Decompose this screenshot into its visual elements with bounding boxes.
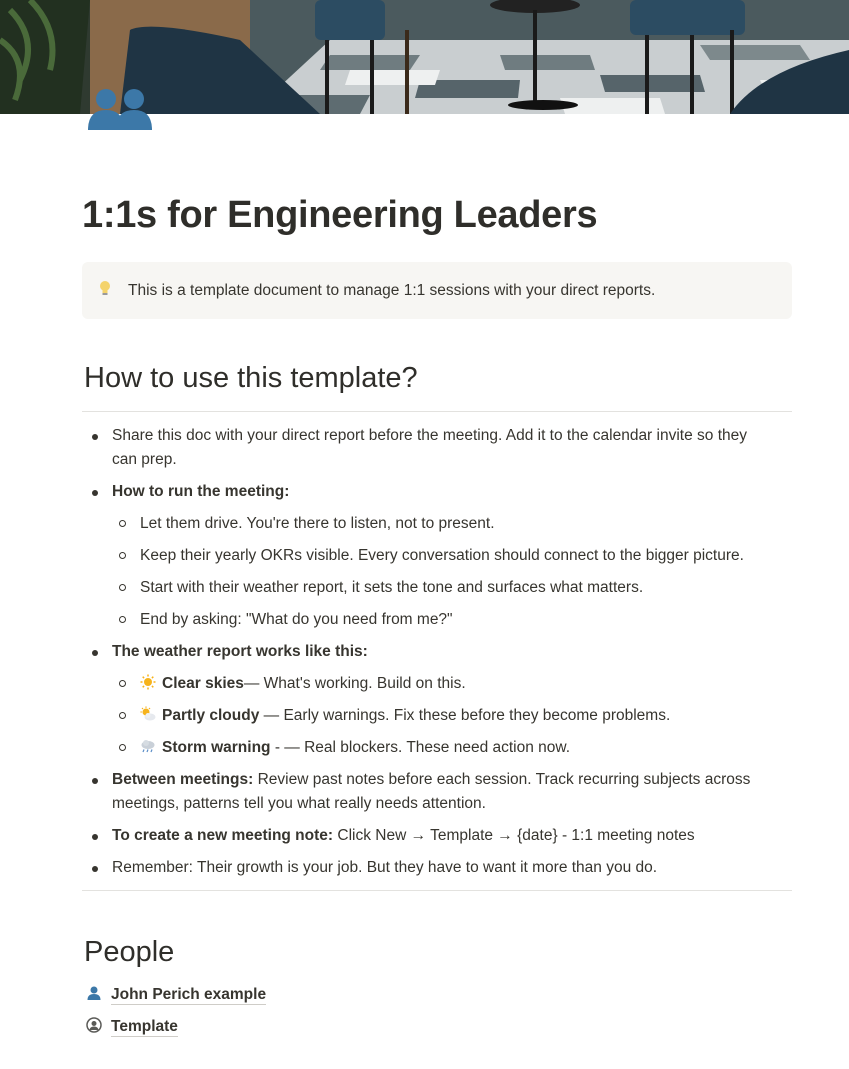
- list-item-between[interactable]: [112, 768, 750, 792]
- list-item-between-cont: meetings, patterns tell you what really needs attention.: [112, 795, 486, 812]
- list-item-bold: Between meetings:: [112, 771, 254, 788]
- list-item-run-meeting[interactable]: How to run the meeting:: [112, 483, 290, 500]
- bullet-dot: [92, 866, 98, 872]
- weather-label: Storm warning: [162, 739, 271, 756]
- weather-label: Clear skies: [162, 675, 244, 692]
- sub-bullet-circle: [119, 616, 126, 623]
- weather-desc: - — Real blockers. These need action now.: [270, 739, 571, 756]
- page-link-label[interactable]: John Perich example: [111, 986, 267, 1003]
- bullet-dot: [92, 434, 98, 440]
- how-to-heading[interactable]: How to use this template?: [84, 362, 418, 394]
- sub-bullet-circle: [119, 584, 126, 591]
- sub-bullet-circle: [119, 520, 126, 527]
- list-item-weather[interactable]: The weather report works like this:: [112, 643, 368, 660]
- list-item-bold: To create a new meeting note:: [112, 827, 334, 844]
- list-item-remember[interactable]: Remember: Their growth is your job. But they have to want it more than you do.: [112, 859, 658, 876]
- weather-item-storm[interactable]: [140, 736, 570, 760]
- sub-list-item[interactable]: Keep their yearly OKRs visible. Every conversation should connect to the bigger picture.: [140, 547, 744, 564]
- weather-item-partly[interactable]: [140, 704, 670, 728]
- sub-bullet-circle: [119, 680, 126, 687]
- sub-list-item[interactable]: End by asking: "What do you need from me?": [140, 611, 453, 628]
- list-item-share[interactable]: [112, 424, 747, 448]
- list-item-share-cont: [112, 448, 177, 472]
- weather-desc: — Early warnings. Fix these before they become problems.: [259, 707, 671, 724]
- bullet-dot: [92, 778, 98, 784]
- list-item-text: can prep.: [112, 451, 177, 468]
- sub-bullet-circle: [119, 712, 126, 719]
- page-link-template[interactable]: [86, 1015, 178, 1039]
- list-item-text: Share this doc with your direct report before the meeting. Add it to the calendar invite so they: [112, 427, 747, 444]
- sub-list-item[interactable]: Start with their weather report, it sets the tone and surfaces what matters.: [140, 579, 644, 596]
- weather-desc: — What's working. Build on this.: [243, 675, 466, 692]
- lightbulb-icon: [98, 280, 112, 298]
- sub-bullet-circle: [119, 552, 126, 559]
- list-item-create[interactable]: [112, 824, 695, 848]
- weather-item-clear[interactable]: [140, 672, 466, 696]
- people-icon[interactable]: [86, 84, 158, 134]
- sub-list-item[interactable]: Let them drive. You're there to listen, not to present.: [140, 515, 495, 532]
- list-item-text: Review past notes before each session. Track recurring subjects across: [253, 771, 751, 788]
- sun-icon: [140, 674, 156, 690]
- storm-icon: [140, 738, 156, 754]
- bullet-dot: [92, 834, 98, 840]
- callout-text: This is a template document to manage 1:1 sessions with your direct reports.: [128, 281, 656, 299]
- page-title[interactable]: 1:1s for Engineering Leaders: [82, 194, 598, 236]
- bullet-dot: [92, 490, 98, 496]
- callout[interactable]: [82, 262, 792, 319]
- partly-cloudy-icon: [140, 706, 156, 722]
- divider: [82, 411, 792, 412]
- sub-bullet-circle: [119, 744, 126, 751]
- list-item-text: Click New → Template → {date} - 1:1 meeting notes: [333, 827, 695, 844]
- page-link-label[interactable]: Template: [111, 1018, 178, 1035]
- page-link-john[interactable]: [86, 983, 266, 1007]
- weather-label: Partly cloudy: [162, 707, 260, 724]
- person-icon: [86, 985, 102, 1001]
- bullet-dot: [92, 650, 98, 656]
- person-circle-icon: [86, 1017, 102, 1033]
- divider: [82, 890, 792, 891]
- people-heading[interactable]: People: [84, 936, 175, 968]
